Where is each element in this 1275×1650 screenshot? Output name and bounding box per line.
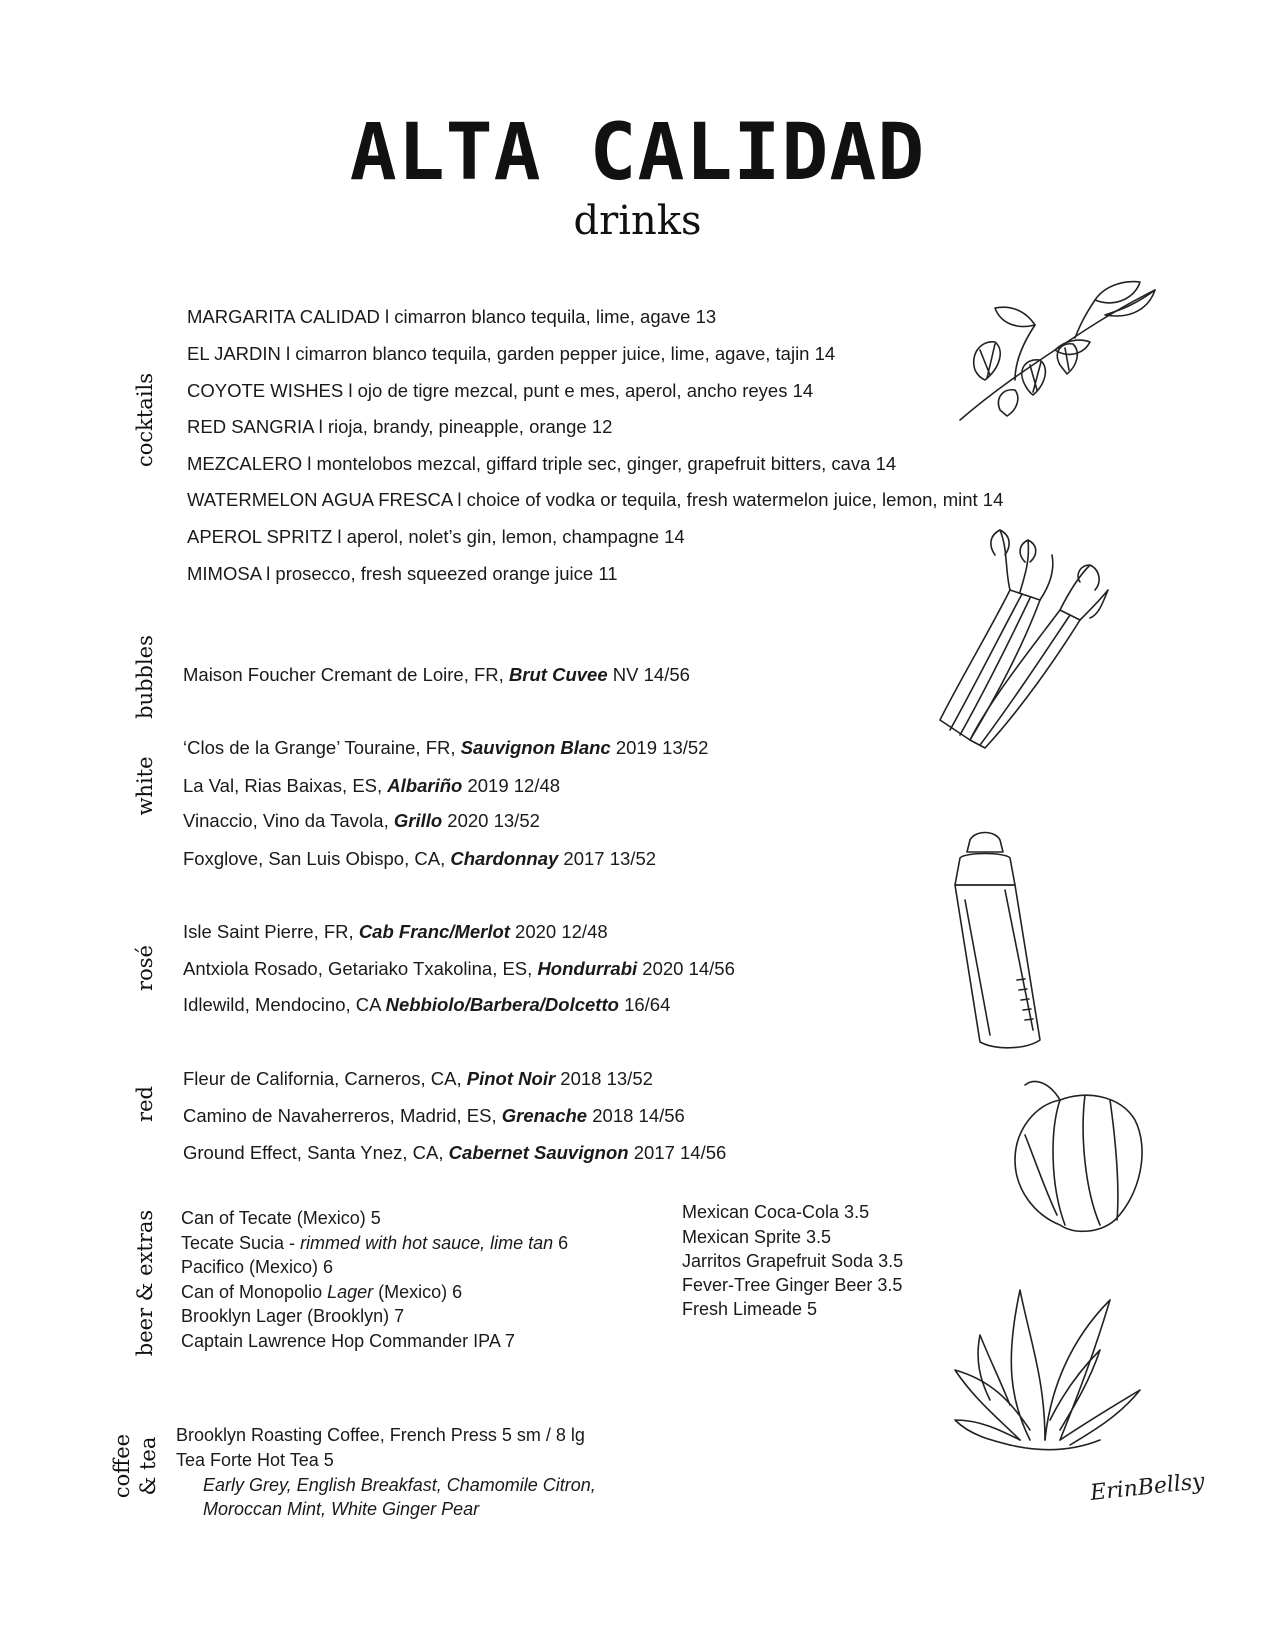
agave-illustration bbox=[950, 1280, 1145, 1455]
wine-item: La Val, Rias Baixas, ES, Albariño 2019 12/48 bbox=[183, 775, 561, 796]
wine-item: Idlewild, Mendocino, CA Nebbiolo/Barbera/Dolcetto 16/64 bbox=[183, 994, 671, 1015]
cocktail-item: APEROL SPRITZ l aperol, nolet’s gin, lemon, champagne 14 bbox=[187, 526, 685, 547]
section-label-bubbles: bubbles bbox=[133, 635, 157, 719]
soda-item: Mexican Sprite 3.5 bbox=[682, 1227, 832, 1247]
tea-flavors: Moroccan Mint, White Ginger Pear bbox=[203, 1499, 480, 1519]
cocktail-item: RED SANGRIA l rioja, brandy, pineapple, orange 12 bbox=[187, 416, 613, 437]
soda-item: Mexican Coca-Cola 3.5 bbox=[682, 1202, 870, 1222]
celery-illustration bbox=[930, 520, 1110, 760]
beer-item: Brooklyn Lager (Brooklyn) 7 bbox=[181, 1306, 405, 1326]
section-label-beer-extras: beer & extras bbox=[133, 1209, 157, 1357]
soda-item: Fresh Limeade 5 bbox=[682, 1299, 818, 1319]
menu-subtitle: drinks bbox=[573, 198, 702, 244]
soda-item: Fever-Tree Ginger Beer 3.5 bbox=[682, 1275, 903, 1295]
wine-item: Ground Effect, Santa Ynez, CA, Cabernet Sauvignon 2017 14/56 bbox=[183, 1142, 727, 1163]
beer-item: Tecate Sucia - rimmed with hot sauce, lime tan 6 bbox=[181, 1233, 569, 1253]
cocktail-item: WATERMELON AGUA FRESCA l choice of vodka or tequila, fresh watermelon juice, lemon, mint 14 bbox=[187, 489, 1004, 510]
section-label-tea: & tea bbox=[136, 1436, 160, 1496]
wine-item: Camino de Navaherreros, Madrid, ES, Grenache 2018 14/56 bbox=[183, 1105, 685, 1126]
beer-item: Captain Lawrence Hop Commander IPA 7 bbox=[181, 1331, 515, 1351]
wine-item: Isle Saint Pierre, FR, Cab Franc/Merlot 2020 12/48 bbox=[183, 921, 608, 942]
coffee-item: Brooklyn Roasting Coffee, French Press 5 sm / 8 lg bbox=[176, 1425, 585, 1445]
section-label-rose: rosé bbox=[133, 945, 157, 991]
tomatillo-branch-illustration bbox=[955, 270, 1165, 430]
menu-title: ALTA CALIDAD bbox=[349, 108, 926, 198]
section-label-red: red bbox=[133, 1086, 157, 1122]
beer-item: Can of Monopolio Lager (Mexico) 6 bbox=[181, 1282, 463, 1302]
beer-item: Pacifico (Mexico) 6 bbox=[181, 1257, 334, 1277]
soda-item: Jarritos Grapefruit Soda 3.5 bbox=[682, 1251, 904, 1271]
section-label-coffee: coffee bbox=[110, 1433, 134, 1499]
cocktail-item: MARGARITA CALIDAD l cimarron blanco tequila, lime, agave 13 bbox=[187, 306, 717, 327]
beer-item: Can of Tecate (Mexico) 5 bbox=[181, 1208, 381, 1228]
section-label-cocktails: cocktails bbox=[133, 372, 157, 468]
artist-signature: ErinBellsy bbox=[1089, 1469, 1206, 1506]
tea-item: Tea Forte Hot Tea 5 bbox=[176, 1450, 334, 1470]
cocktail-item: COYOTE WISHES l ojo de tigre mezcal, punt e mes, aperol, ancho reyes 14 bbox=[187, 380, 814, 401]
wine-item: Antxiola Rosado, Getariako Txakolina, ES, Hondurrabi 2020 14/56 bbox=[183, 958, 735, 979]
cocktail-shaker-illustration bbox=[945, 830, 1070, 1050]
wine-item: Maison Foucher Cremant de Loire, FR, Brut Cuvee NV 14/56 bbox=[183, 664, 690, 685]
cocktail-item: MIMOSA l prosecco, fresh squeezed orange juice 11 bbox=[187, 563, 618, 584]
cocktail-item: EL JARDIN l cimarron blanco tequila, garden pepper juice, lime, agave, tajin 14 bbox=[187, 343, 836, 364]
wine-item: ‘Clos de la Grange’ Touraine, FR, Sauvignon Blanc 2019 13/52 bbox=[183, 737, 709, 758]
wine-item: Vinaccio, Vino da Tavola, Grillo 2020 13/52 bbox=[183, 810, 540, 831]
pepper-illustration bbox=[1005, 1075, 1150, 1235]
cocktail-item: MEZCALERO l montelobos mezcal, giffard triple sec, ginger, grapefruit bitters, cava 14 bbox=[187, 453, 897, 474]
section-label-white: white bbox=[133, 756, 157, 816]
tea-flavors: Early Grey, English Breakfast, Chamomile Citron, bbox=[203, 1475, 596, 1495]
wine-item: Foxglove, San Luis Obispo, CA, Chardonnay 2017 13/52 bbox=[183, 848, 657, 869]
wine-item: Fleur de California, Carneros, CA, Pinot Noir 2018 13/52 bbox=[183, 1068, 653, 1089]
